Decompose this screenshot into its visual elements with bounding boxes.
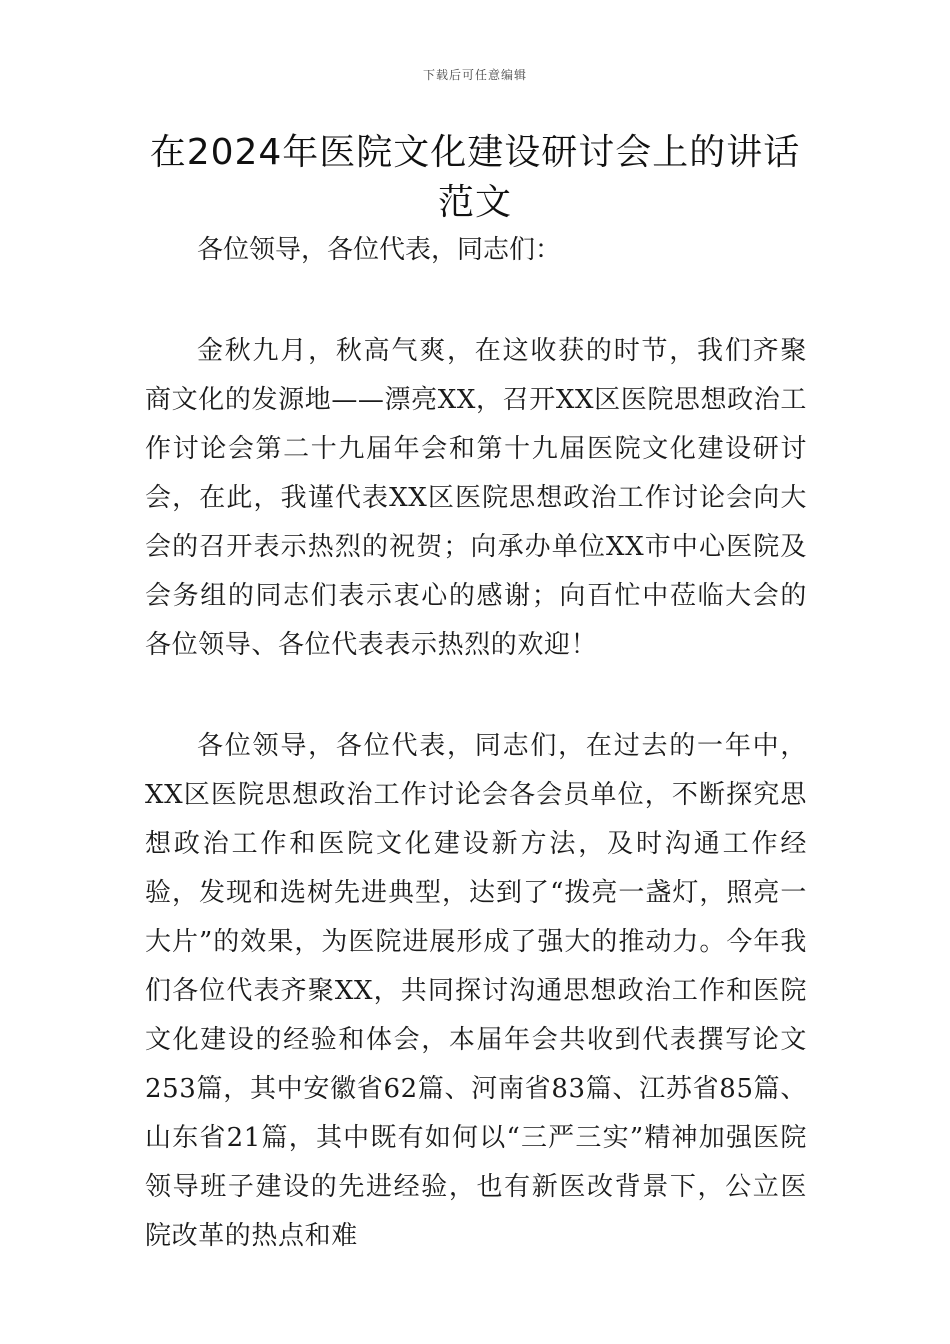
paragraph-review: 各位领导，各位代表，同志们，在过去的一年中，XX区医院思想政治工作讨论会各会员单位，不断探究思想政治工作和医院文化建设新方法，及时沟通工作经验，发现和选树先进典型，达到了“拨亮一盏灯，照亮一大片”的效果，为医院进展形成了强大的推动力。今年我们各位代表齐聚XX，共同探讨沟通思想政治工作和医院文化建设的经验和体会，本届年会共收到代表撰写论文253篇，其中安徽省62篇、河南省83篇、江苏省85篇、山东省21篇，其中既有如何以“三严三实”精神加强医院领导班子建设的先进经验，也有新医改背景下，公立医院改革的热点和难 bbox=[145, 731, 807, 1251]
paragraph-spacer bbox=[145, 275, 807, 327]
salutation: 各位领导，各位代表，同志们： bbox=[197, 235, 562, 265]
paragraph-spacer bbox=[145, 670, 807, 722]
document-body bbox=[145, 226, 807, 1261]
header-note: 下载后可任意编辑 bbox=[422, 68, 527, 82]
document-title: 在2024年医院文化建设研讨会上的讲话范文 bbox=[149, 132, 801, 223]
paragraph-opening: 金秋九月，秋高气爽，在这收获的时节，我们齐聚商文化的发源地——漂亮XX，召开XX区医院思想政治工作讨论会第二十九届年会和第十九届医院文化建设研讨会，在此，我谨代表XX区医院思想政治工作讨论会向大会的召开表示热烈的祝贺；向承办单位XX市中心医院及会务组的同志们表示衷心的感谢；向百忙中莅临大会的各位领导、各位代表表示热烈的欢迎！ bbox=[145, 336, 807, 660]
